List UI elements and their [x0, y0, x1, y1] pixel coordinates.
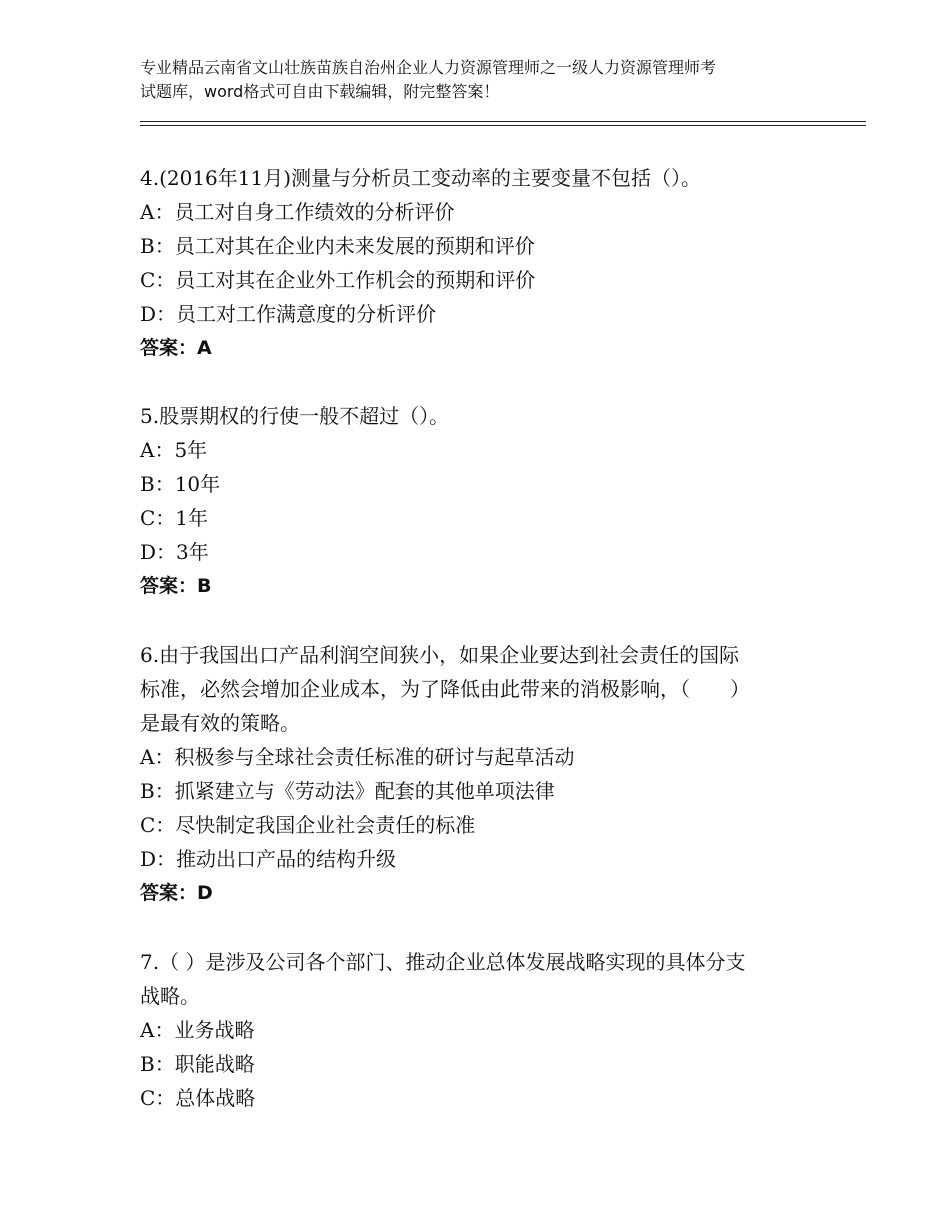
- option-a: A：员工对自身工作绩效的分析评价: [140, 200, 455, 224]
- answer: 答案：B: [140, 575, 212, 597]
- option-a: A：业务战略: [140, 1018, 255, 1042]
- question-6: [140, 638, 820, 910]
- question-text-line-3: 是最有效的策略。: [140, 711, 300, 735]
- option-c: C：尽快制定我国企业社会责任的标准: [140, 813, 476, 837]
- option-c: C：总体战略: [140, 1086, 256, 1110]
- answer: 答案：A: [140, 337, 212, 359]
- option-d: D：员工对工作满意度的分析评价: [140, 302, 437, 326]
- question-4: [140, 161, 820, 365]
- option-b: B：员工对其在企业内未来发展的预期和评价: [140, 234, 535, 258]
- header-rule-top: [140, 121, 866, 122]
- header-rule-bottom: [140, 125, 866, 126]
- question-text-line-2: 标准，必然会增加企业成本，为了降低由此带来的消极影响，（ ）: [140, 677, 750, 701]
- option-d: D：推动出口产品的结构升级: [140, 847, 397, 871]
- question-text-line-1: 6.由于我国出口产品利润空间狭小，如果企业要达到社会责任的国际: [140, 643, 740, 667]
- question-text-line-1: 7.（ ）是涉及公司各个部门、推动企业总体发展战略实现的具体分支: [140, 950, 746, 974]
- option-c: C：1年: [140, 506, 209, 530]
- question-text: 5.股票期权的行使一般不超过（）。: [140, 404, 450, 428]
- option-b: B：职能战略: [140, 1052, 255, 1076]
- document-header: [140, 56, 830, 104]
- question-5: [140, 399, 820, 603]
- header-line-1: 专业精品云南省文山壮族苗族自治州企业人力资源管理师之一级人力资源管理师考: [140, 58, 717, 77]
- option-b: B：10年: [140, 472, 221, 496]
- header-line-2: 试题库，word格式可自由下载编辑，附完整答案！: [140, 82, 500, 101]
- option-d: D：3年: [140, 540, 209, 564]
- option-a: A：5年: [140, 438, 208, 462]
- option-a: A：积极参与全球社会责任标准的研讨与起草活动: [140, 745, 575, 769]
- question-7: [140, 945, 820, 1115]
- question-text-line-2: 战略。: [140, 984, 200, 1008]
- answer: 答案：D: [140, 882, 213, 904]
- option-c: C：员工对其在企业外工作机会的预期和评价: [140, 268, 536, 292]
- option-b: B：抓紧建立与《劳动法》配套的其他单项法律: [140, 779, 555, 803]
- question-text: 4.(2016年11月)测量与分析员工变动率的主要变量不包括（）。: [140, 166, 702, 190]
